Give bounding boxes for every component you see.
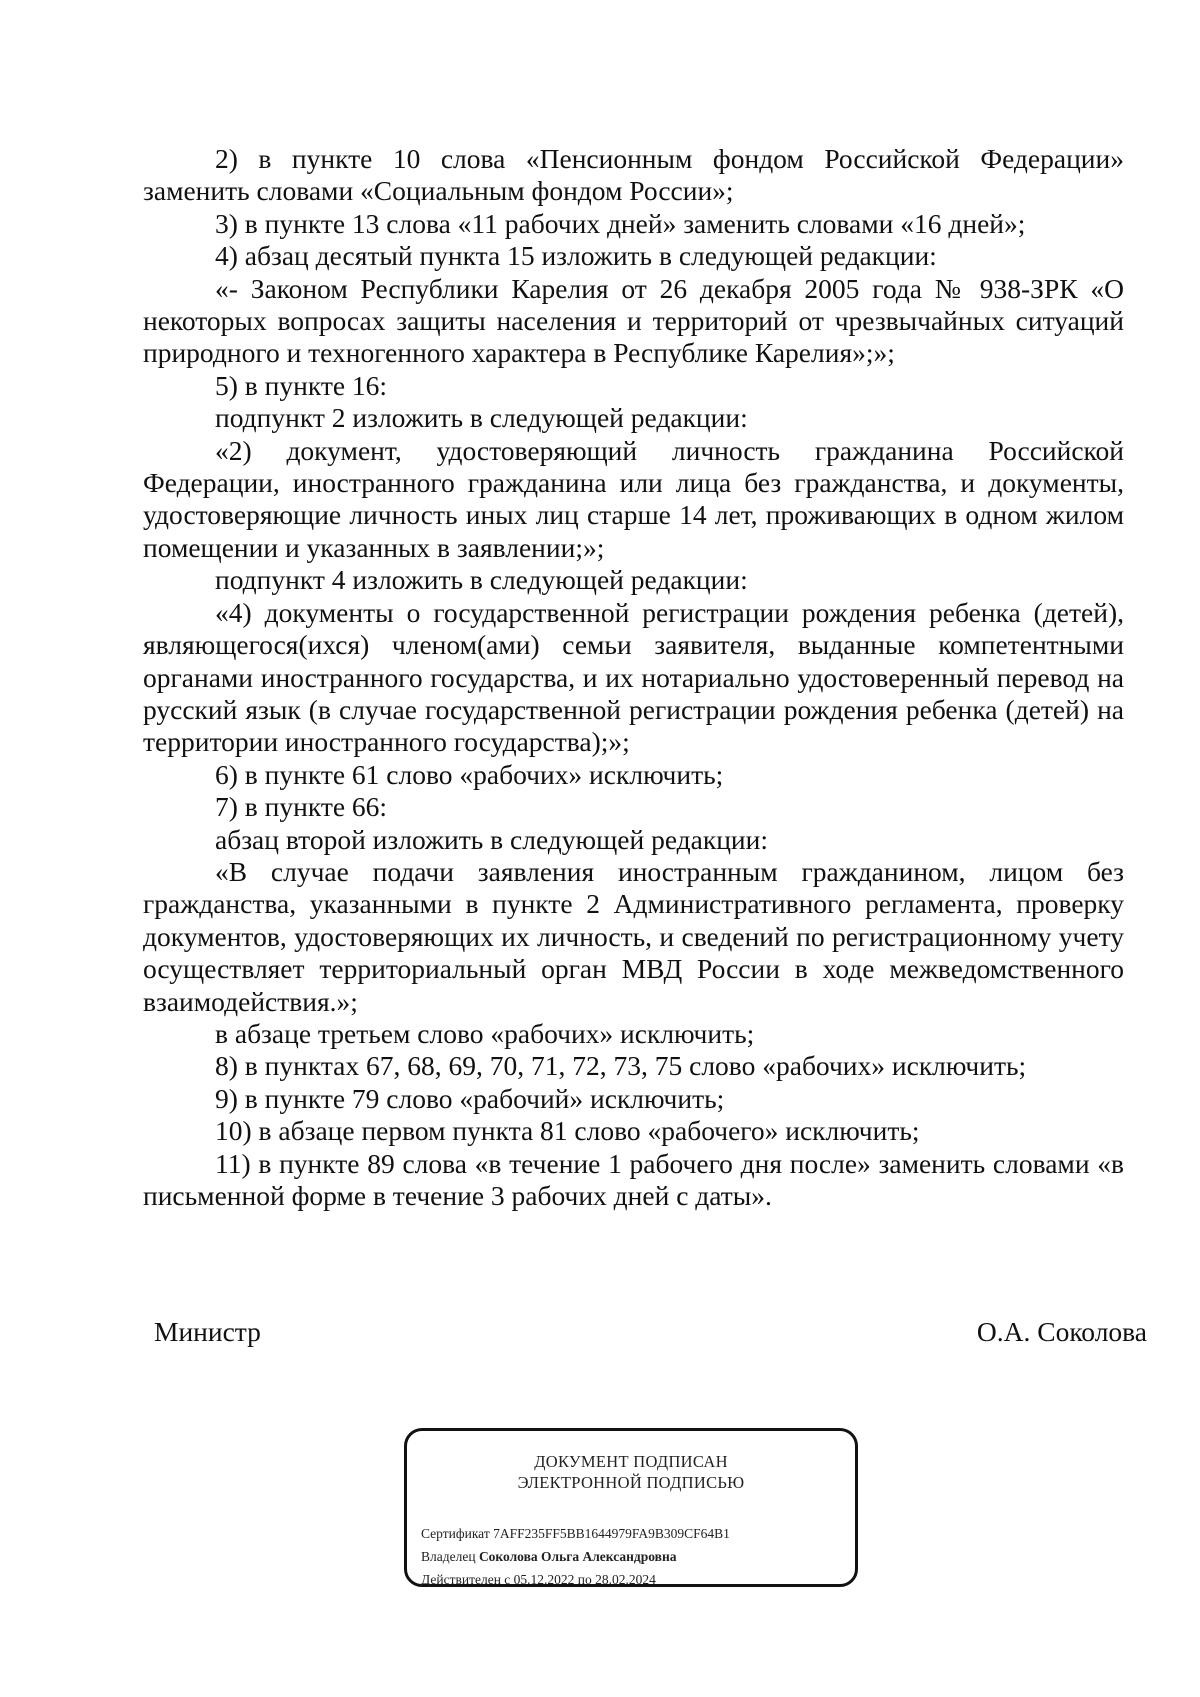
paragraph: 6) в пункте 61 слово «рабочих» исключить; xyxy=(215,758,724,790)
paragraph: подпункт 4 изложить в следующей редакции: xyxy=(215,564,748,596)
paragraph: подпункт 2 изложить в следующей редакции: xyxy=(215,402,748,434)
validity-from: 05.12.2022 xyxy=(513,1572,575,1587)
validity-to: 28.02.2024 xyxy=(595,1572,656,1587)
certificate-label: Сертификат xyxy=(421,1526,490,1541)
paragraph: абзац второй изложить в следующей редакции: xyxy=(215,823,769,855)
stamp-heading xyxy=(407,1451,855,1493)
stamp-heading-line-1: ДОКУМЕНТ ПОДПИСАН xyxy=(534,1452,728,1471)
signatory-name: О.А. Соколова xyxy=(976,1316,1147,1347)
electronic-signature-stamp xyxy=(404,1428,858,1587)
signatory-title: Министр xyxy=(154,1316,261,1347)
paragraph: в абзаце третьем слово «рабочих» исключить; xyxy=(215,1017,755,1049)
paragraph: 4) абзац десятый пункта 15 изложить в следующей редакции: xyxy=(215,240,937,272)
owner-label: Владелец xyxy=(421,1549,476,1564)
owner-value: Соколова Ольга Александровна xyxy=(478,1549,677,1564)
paragraph: «2) документ, удостоверяющий личность гражданина Российской Федерации, иностранного гражданина или лица без гражданства, и документы, удостоверяющие личность иных лиц старше 14 лет, проживающих в одном жилом помещении и указанных в заявлении;»; xyxy=(143,434,1124,563)
stamp-details xyxy=(421,1522,730,1591)
paragraph: 3) в пункте 13 слова «11 рабочих дней» заменить словами «16 дней»; xyxy=(215,207,1026,239)
stamp-certificate-row xyxy=(421,1522,730,1545)
paragraph: 2) в пункте 10 слова «Пенсионным фондом Российской Федерации» заменить словами «Социальным фондом России»; xyxy=(143,143,1124,207)
stamp-validity-row xyxy=(421,1568,730,1591)
paragraph: «В случае подачи заявления иностранным гражданином, лицом без гражданства, указанными в пункте 2 Административного регламента, проверку документов, удостоверяющих их личность, и сведений по регистрационному учету осуществляет территориальный орган МВД России в ходе межведомственного взаимодействия.»; xyxy=(143,855,1124,1017)
paragraph: 9) в пункте 79 слово «рабочий» исключить; xyxy=(215,1082,725,1114)
paragraph: 11) в пункте 89 слова «в течение 1 рабочего дня после» заменить словами «в письменной форме в течение 3 рабочих дней с даты». xyxy=(143,1147,1124,1211)
paragraph: 10) в абзаце первом пункта 81 слово «рабочего» исключить; xyxy=(215,1115,920,1147)
stamp-heading-line-2: ЭЛЕКТРОННОЙ ПОДПИСЬЮ xyxy=(517,1473,745,1492)
paragraph: 7) в пункте 66: xyxy=(215,791,388,823)
paragraph: 5) в пункте 16: xyxy=(215,369,388,401)
stamp-owner-row xyxy=(421,1545,730,1568)
validity-separator: по xyxy=(577,1572,592,1587)
certificate-value: 7AFF235FF5BB1644979FA9B309CF64B1 xyxy=(493,1526,730,1541)
document-body xyxy=(143,143,1124,1212)
paragraph: 8) в пунктах 67, 68, 69, 70, 71, 72, 73, 75 слово «рабочих» исключить; xyxy=(215,1050,1027,1082)
paragraph: «4) документы о государственной регистрации рождения ребенка (детей), являющегося(ихся) членом(ами) семьи заявителя, выданные компетентными органами иностранного государства, и их нотариально удостоверенный перевод на русский язык (в случае государственной регистрации рождения ребенка (детей) на территории иностранного государства);»; xyxy=(143,596,1124,758)
validity-label: Действителен с xyxy=(421,1572,511,1587)
paragraph: «- Законом Республики Карелия от 26 декабря 2005 года № 938-ЗРК «О некоторых вопросах защиты населения и территорий от чрезвычайных ситуаций природного и техногенного характера в Республике Карелия»;»; xyxy=(143,272,1124,369)
